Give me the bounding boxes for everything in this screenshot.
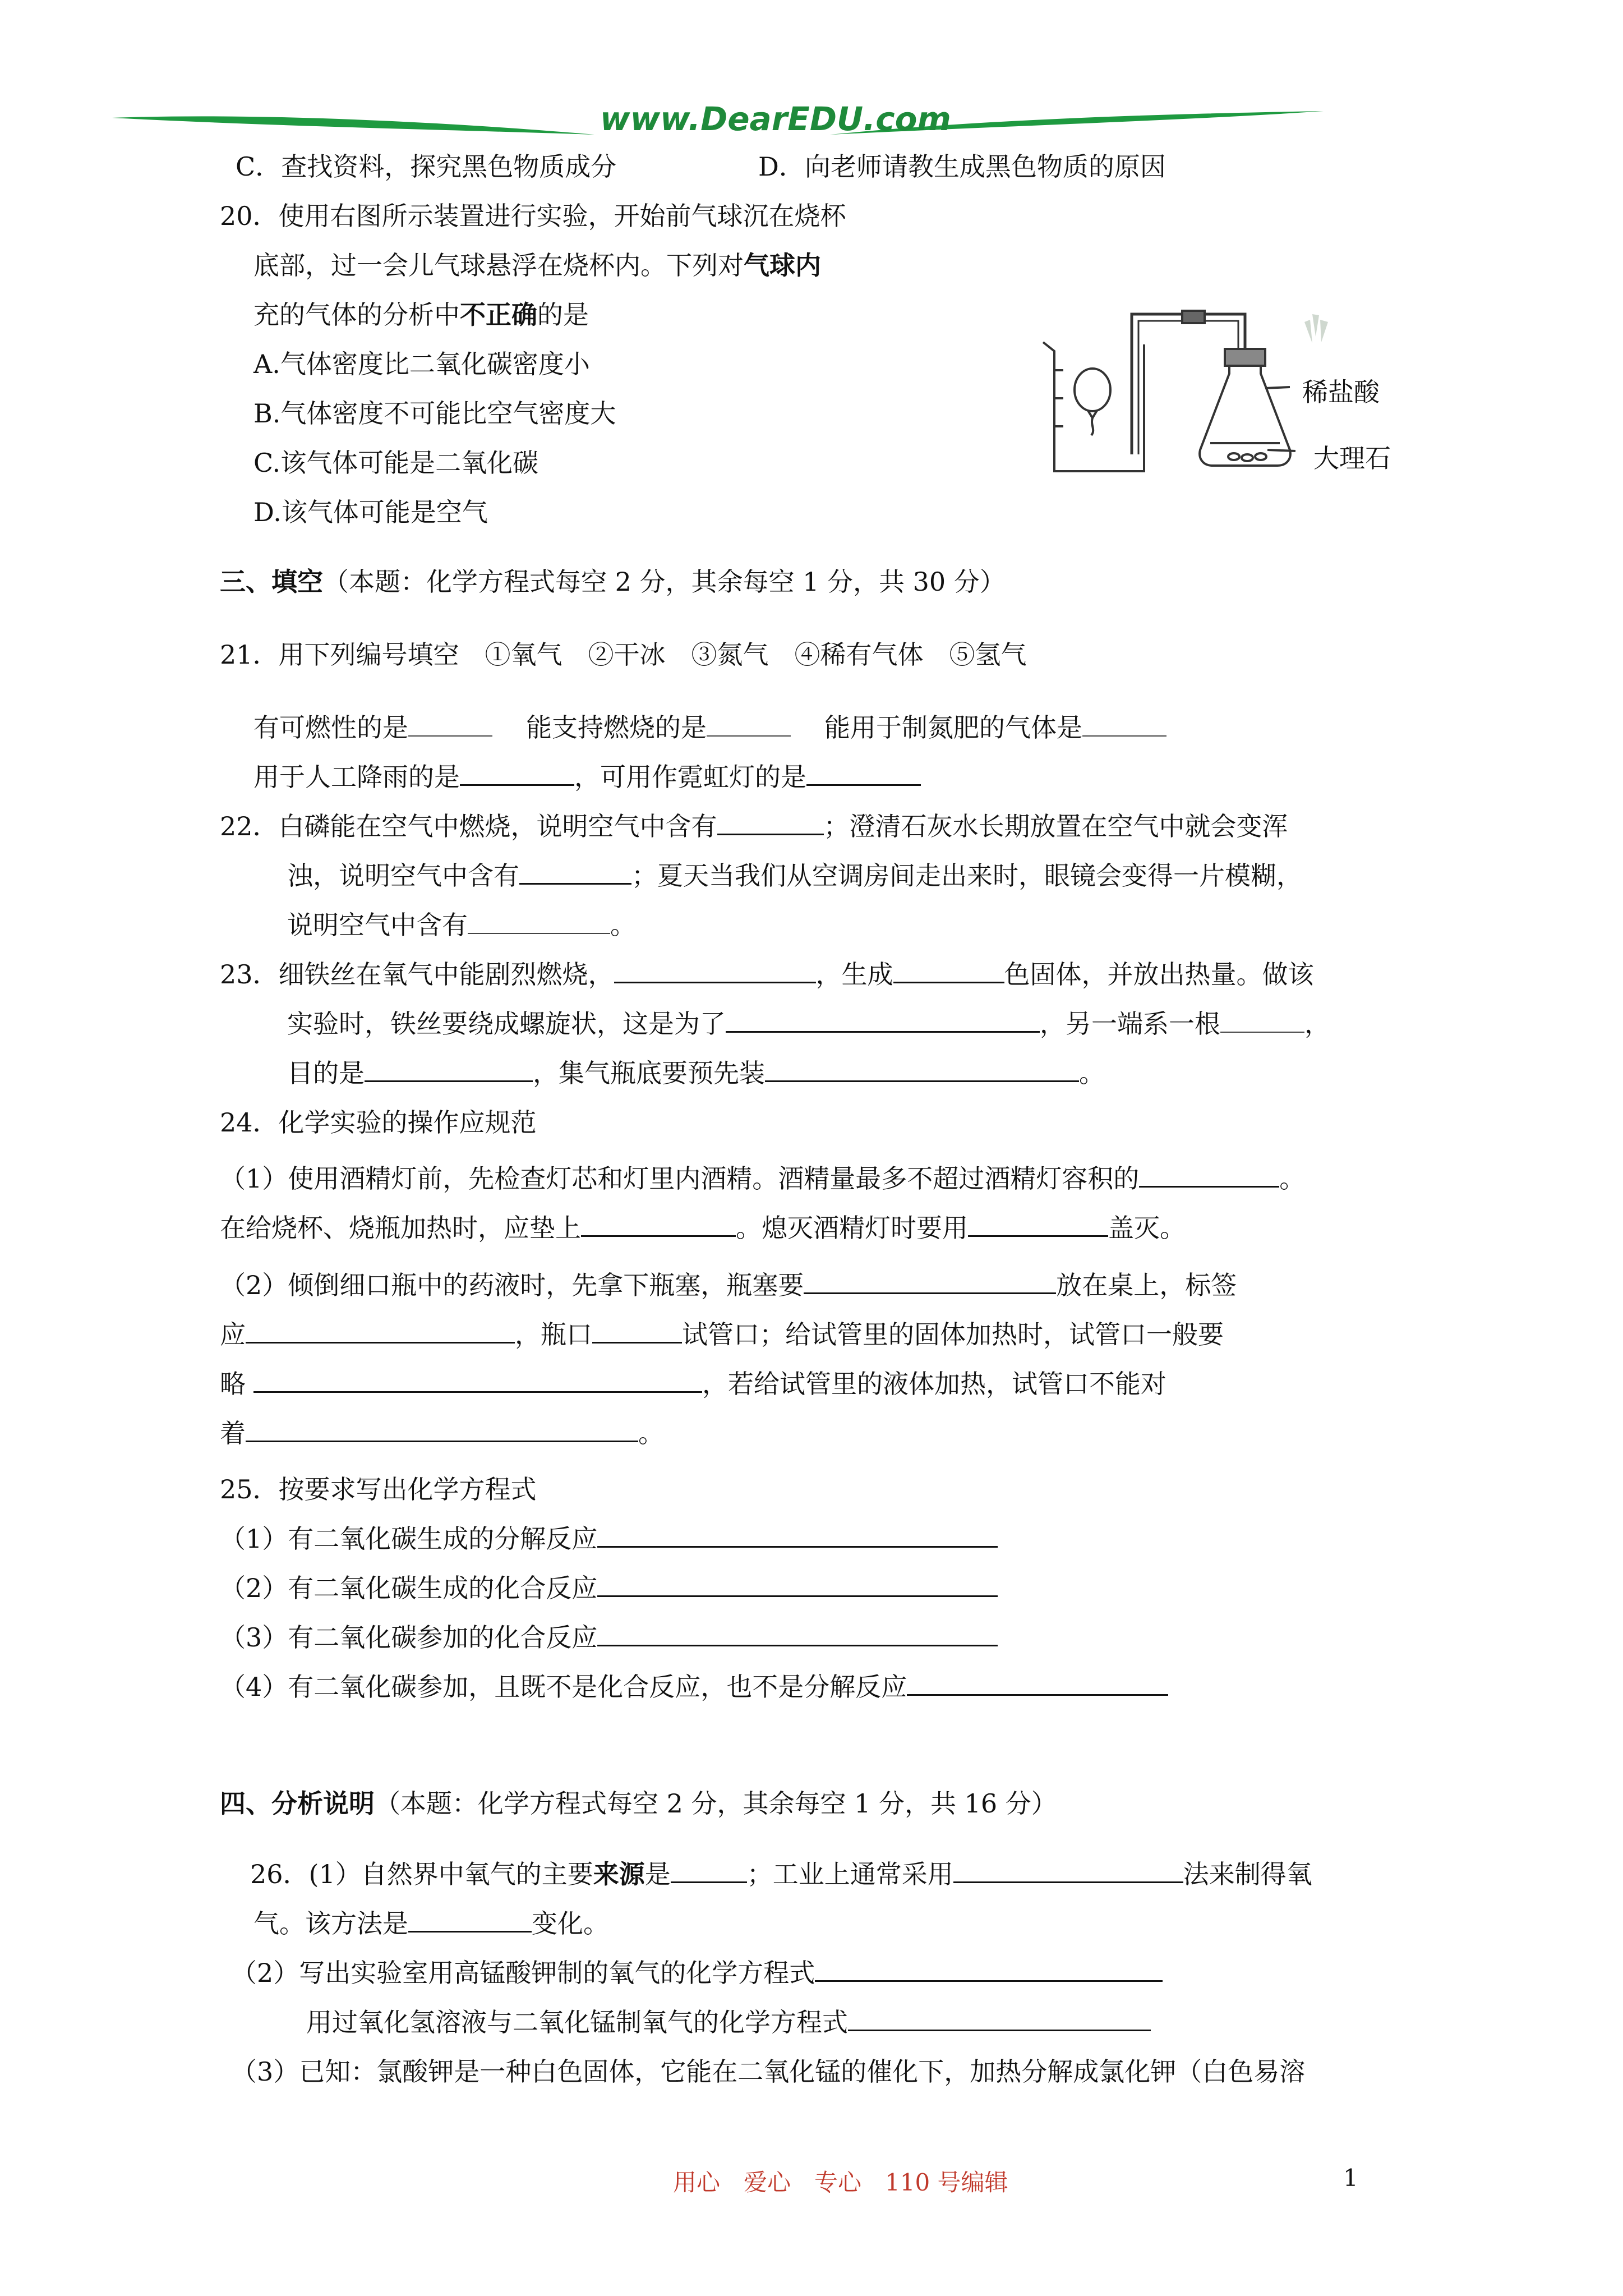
q20-option-b: B.气体密度不可能比空气密度大 bbox=[253, 398, 616, 429]
q25-item-3-text: （3）有二氧化碳参加的化合反应 bbox=[220, 1622, 598, 1653]
q21-support-combustion-label: 能支持燃烧的是 bbox=[526, 712, 707, 743]
q22-text-2: ；澄清石灰水长期放置在空气中就会变浑 bbox=[823, 811, 1288, 841]
q22-blank-1[interactable] bbox=[717, 811, 824, 835]
q25-item-2 bbox=[220, 1571, 998, 1605]
q22-line1 bbox=[220, 809, 1288, 844]
q24-text-8: 应 bbox=[220, 1319, 246, 1350]
q26-text-7: （2）写出实验室用高锰酸钾制的氧气的化学方程式 bbox=[231, 1958, 815, 1988]
q22-blank-2[interactable] bbox=[519, 861, 631, 885]
q26-text-6: 变化。 bbox=[532, 1908, 609, 1939]
q25-blank-4[interactable] bbox=[907, 1672, 1168, 1696]
q23-text-1: 23．细铁丝在氧气中能剧烈燃烧， bbox=[220, 959, 614, 990]
section4-title: 四、分析说明 bbox=[220, 1788, 375, 1819]
q21-nitrogen-fertilizer-label: 能用于制氮肥的气体是 bbox=[824, 712, 1082, 743]
q22-line2 bbox=[287, 858, 1302, 893]
q23-line1 bbox=[220, 957, 1314, 992]
q24-text-10: 试管口；给试管里的固体加热时，试管口一般要 bbox=[682, 1319, 1224, 1350]
q26-blank-4[interactable] bbox=[815, 1958, 1163, 1982]
q26-line2 bbox=[253, 1906, 609, 1941]
q20-stem-line2-text: 底部，过一会儿气球悬浮在烧杯内。下列对 bbox=[253, 250, 744, 280]
q21-blank-1[interactable] bbox=[408, 713, 492, 737]
q22-blank-3[interactable] bbox=[468, 910, 610, 934]
q25-item-1 bbox=[220, 1521, 998, 1556]
q26-text-1: 26．(1）自然界中氧气的主要 bbox=[250, 1859, 593, 1889]
q26-line5: （3）已知：氯酸钾是一种白色固体，它能在二氧化锰的催化下，加热分解成氯化钾（白色易溶 bbox=[231, 2056, 1306, 2087]
section3-heading bbox=[220, 564, 1006, 599]
q26-emphasis-source: 来源 bbox=[593, 1859, 645, 1889]
q26-line4 bbox=[306, 2005, 1151, 2040]
q22-text-4: ；夏天当我们从空调房间走出来时，眼镜会变得一片模糊， bbox=[631, 861, 1302, 891]
q26-line3 bbox=[231, 1955, 1163, 1990]
q19-option-c: C．查找资料，探究黑色物质成分 bbox=[236, 151, 617, 182]
q20-stem-line1: 20．使用右图所示装置进行实验，开始前气球沉在烧杯 bbox=[220, 201, 846, 231]
q26-line1 bbox=[250, 1857, 1312, 1892]
q20-stem-line3 bbox=[253, 297, 589, 332]
q26-blank-5[interactable] bbox=[848, 2007, 1151, 2031]
q23-text-9: 。 bbox=[1079, 1058, 1105, 1088]
q24-p2-line2 bbox=[220, 1317, 1224, 1352]
q20-stem-line2 bbox=[253, 248, 821, 283]
q20-option-c: C.该气体可能是二氧化碳 bbox=[253, 448, 539, 478]
q20-emphasis-balloon: 气球内 bbox=[744, 250, 821, 280]
q23-text-6: ， bbox=[1304, 1009, 1330, 1039]
q23-text-5: ，另一端系一根 bbox=[1040, 1009, 1220, 1039]
q22-line3 bbox=[287, 908, 636, 942]
q24-text-9: ，瓶口 bbox=[515, 1319, 592, 1350]
q24-text-6: （2）倾倒细口瓶中的药液时，先拿下瓶塞，瓶塞要 bbox=[220, 1270, 804, 1300]
q23-blank-6[interactable] bbox=[765, 1058, 1079, 1082]
q21-flammable-label: 有可燃性的是 bbox=[253, 712, 408, 743]
q23-line3 bbox=[287, 1056, 1105, 1091]
logo-text: www.DearEDU.com bbox=[600, 100, 951, 138]
q24-blank-6[interactable] bbox=[592, 1319, 682, 1343]
q24-blank-8[interactable] bbox=[246, 1418, 638, 1442]
figure-label-marble: 大理石 bbox=[1313, 443, 1391, 473]
q20-emphasis-incorrect: 不正确 bbox=[460, 300, 537, 330]
q25-blank-3[interactable] bbox=[597, 1622, 998, 1646]
q26-text-2: 是 bbox=[644, 1859, 671, 1889]
q25-stem: 25．按要求写出化学方程式 bbox=[220, 1474, 537, 1504]
section4-note: （本题：化学方程式每空 2 分，其余每空 1 分，共 16 分） bbox=[375, 1788, 1057, 1819]
q24-text-7: 放在桌上，标签 bbox=[1056, 1270, 1237, 1300]
q23-blank-1[interactable] bbox=[614, 959, 816, 983]
q20-stem-line3-end: 的是 bbox=[537, 300, 589, 330]
q25-item-4 bbox=[220, 1669, 1168, 1704]
q22-text-1: 22．白磷能在空气中燃烧，说明空气中含有 bbox=[220, 811, 717, 841]
q26-blank-1[interactable] bbox=[671, 1859, 747, 1883]
q26-blank-3[interactable] bbox=[408, 1908, 532, 1932]
q23-line2 bbox=[287, 1006, 1330, 1041]
q20-stem-line3-text: 充的气体的分析中 bbox=[253, 300, 460, 330]
q23-blank-5[interactable] bbox=[365, 1058, 533, 1082]
q24-text-5: 盖灭。 bbox=[1108, 1213, 1186, 1243]
q24-blank-7[interactable] bbox=[253, 1369, 702, 1393]
q21-blank-3[interactable] bbox=[1082, 713, 1166, 737]
q23-text-3: 色固体，并放出热量。做该 bbox=[1004, 959, 1314, 990]
q26-text-8: 用过氧化氢溶液与二氧化锰制氧气的化学方程式 bbox=[306, 2007, 848, 2037]
q24-text-11: 略 bbox=[220, 1369, 246, 1399]
q24-text-3: 在给烧杯、烧瓶加热时，应垫上 bbox=[220, 1213, 581, 1243]
q21-line1 bbox=[253, 710, 1166, 745]
footer-text: 用心 爱心 专心 110 号编辑 bbox=[673, 2169, 1008, 2196]
page-number: 1 bbox=[1343, 2164, 1358, 2192]
flask-outline bbox=[1200, 350, 1290, 466]
grass-decoration bbox=[1304, 314, 1328, 343]
q23-blank-3[interactable] bbox=[726, 1009, 1040, 1033]
q26-text-3: ；工业上通常采用 bbox=[746, 1859, 953, 1889]
q25-item-3 bbox=[220, 1620, 998, 1655]
q25-item-4-text: （4）有二氧化碳参加，且既不是化合反应，也不是分解反应 bbox=[220, 1672, 907, 1702]
q24-text-2: 。 bbox=[1279, 1163, 1306, 1194]
q24-text-12: ，若给试管里的液体加热，试管口不能对 bbox=[702, 1369, 1166, 1399]
q25-blank-1[interactable] bbox=[597, 1524, 998, 1548]
q22-text-3: 浊，说明空气中含有 bbox=[287, 861, 519, 891]
q21-blank-5[interactable] bbox=[806, 762, 921, 786]
q20-option-a: A.气体密度比二氧化碳密度小 bbox=[253, 349, 590, 379]
q21-rain-label: 用于人工降雨的是 bbox=[253, 762, 460, 792]
q23-text-8: ，集气瓶底要预先装 bbox=[533, 1058, 765, 1088]
q24-blank-2[interactable] bbox=[581, 1213, 736, 1237]
q22-text-6: 。 bbox=[610, 910, 636, 940]
q19-option-d: D．向老师请教生成黑色物质的原因 bbox=[758, 151, 1166, 182]
q26-blank-2[interactable] bbox=[953, 1859, 1183, 1883]
q23-blank-4[interactable] bbox=[1220, 1009, 1304, 1033]
q23-text-4: 实验时，铁丝要绕成螺旋状，这是为了 bbox=[287, 1009, 726, 1039]
q26-text-5: 气。该方法是 bbox=[253, 1908, 408, 1939]
q24-p2-line1 bbox=[220, 1268, 1237, 1303]
q21-blank-2[interactable] bbox=[707, 713, 791, 737]
section4-heading bbox=[220, 1786, 1057, 1821]
q21-neon-label: ，可用作霓虹灯的是 bbox=[574, 762, 806, 792]
q23-text-7: 目的是 bbox=[287, 1058, 365, 1088]
q21-blank-4[interactable] bbox=[460, 762, 574, 786]
q24-text-1: （1）使用酒精灯前，先检查灯芯和灯里内酒精。酒精量最多不超过酒精灯容积的 bbox=[220, 1163, 1140, 1194]
beaker-outline bbox=[1043, 342, 1144, 471]
q24-p1-line1 bbox=[220, 1161, 1305, 1196]
q24-text-4: 。熄灭酒精灯时要用 bbox=[736, 1213, 968, 1243]
q25-item-1-text: （1）有二氧化碳生成的分解反应 bbox=[220, 1524, 598, 1554]
q24-text-14: 。 bbox=[638, 1418, 664, 1448]
q24-blank-4[interactable] bbox=[804, 1270, 1056, 1294]
q22-text-5: 说明空气中含有 bbox=[287, 910, 468, 940]
q23-blank-2[interactable] bbox=[893, 959, 1004, 983]
q20-option-d: D.该气体可能是空气 bbox=[253, 497, 488, 527]
q24-p1-line2 bbox=[220, 1211, 1186, 1245]
q24-stem: 24．化学实验的操作应规范 bbox=[220, 1107, 537, 1138]
balloon-icon bbox=[1075, 369, 1110, 411]
q25-item-2-text: （2）有二氧化碳生成的化合反应 bbox=[220, 1573, 598, 1603]
q24-blank-5[interactable] bbox=[246, 1319, 515, 1343]
q21-stem: 21．用下列编号填空 ①氧气 ②干冰 ③氮气 ④稀有气体 ⑤氢气 bbox=[220, 639, 1027, 670]
q25-blank-2[interactable] bbox=[597, 1573, 998, 1597]
q24-blank-1[interactable] bbox=[1139, 1163, 1279, 1188]
q24-p2-line3 bbox=[220, 1366, 1166, 1401]
figure-label-acid: 稀盐酸 bbox=[1302, 377, 1380, 407]
section3-note: （本题：化学方程式每空 2 分，其余每空 1 分，共 30 分） bbox=[323, 567, 1006, 597]
q24-p2-line4 bbox=[220, 1416, 664, 1451]
section3-title: 三、填空 bbox=[220, 567, 323, 597]
q26-text-4: 法来制得氧 bbox=[1183, 1859, 1312, 1889]
q23-text-2: ，生成 bbox=[815, 959, 893, 990]
q24-text-13: 着 bbox=[220, 1418, 246, 1448]
q24-blank-3[interactable] bbox=[968, 1213, 1108, 1237]
q21-line2 bbox=[253, 760, 921, 794]
